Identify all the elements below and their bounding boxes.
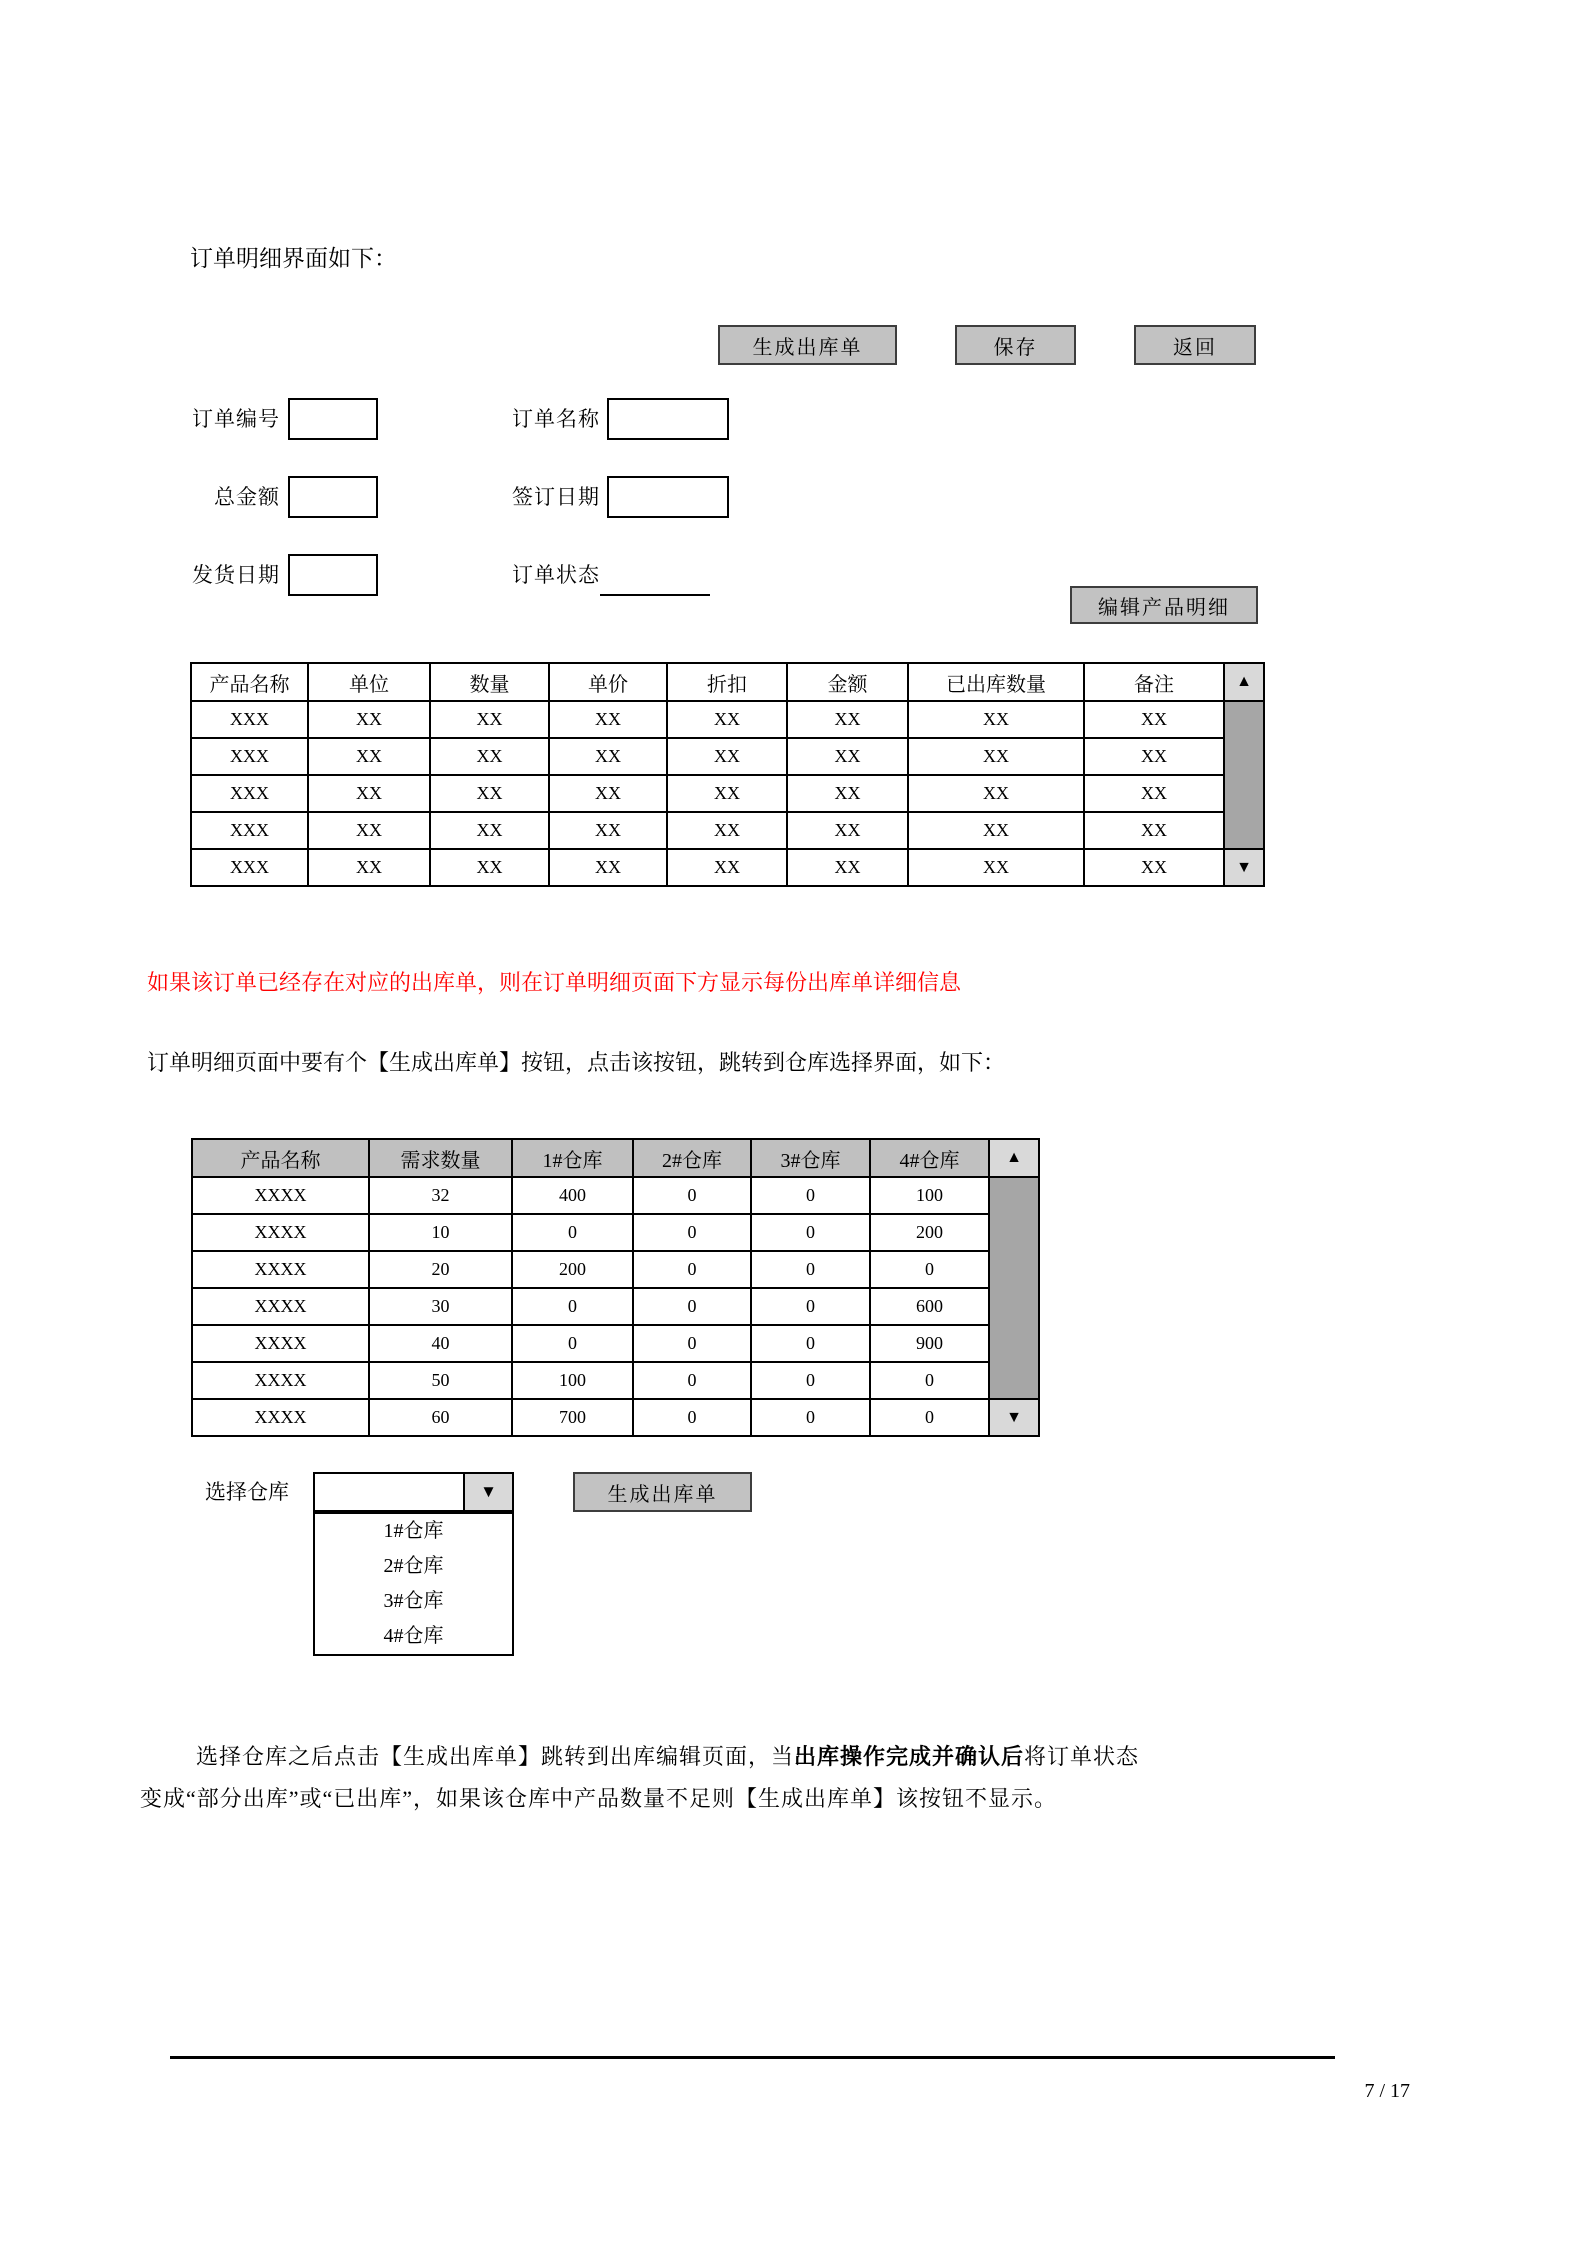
column-header: 产品名称 [191,663,308,701]
column-header: 1#仓库 [512,1139,633,1177]
table-cell: XX [908,849,1084,886]
paragraph-bold-text: 出库操作完成并确认后 [794,1744,1025,1769]
table-cell: XX [667,775,787,812]
table-cell: 0 [870,1251,989,1288]
table-cell: XX [308,738,430,775]
paragraph-text: 将订单状态 [1024,1744,1140,1769]
table-cell: XX [667,701,787,738]
table-cell: XX [430,849,549,886]
table-cell: 0 [512,1325,633,1362]
table-cell: XX [787,738,908,775]
table-row [191,738,1264,775]
table-cell: XX [549,812,667,849]
table-cell: XX [430,775,549,812]
total-amount-label: 总金额 [214,485,280,509]
table-cell: XXX [191,738,308,775]
back-button[interactable]: 返回 [1134,325,1256,365]
table-cell: XXXX [192,1214,369,1251]
table-cell: 0 [633,1362,751,1399]
sign-date-label: 签订日期 [512,485,600,509]
table-cell: XX [787,775,908,812]
table-cell: 0 [870,1362,989,1399]
table-cell: XX [787,812,908,849]
closing-paragraph-line1 [140,1740,1139,1771]
header-row [192,1139,1039,1177]
column-header: 3#仓库 [751,1139,870,1177]
save-button[interactable]: 保存 [955,325,1076,365]
table-cell: 32 [369,1177,512,1214]
table-cell: 200 [512,1251,633,1288]
table-cell: 0 [633,1399,751,1436]
order-no-label: 订单编号 [192,407,280,431]
warehouse-select[interactable] [313,1472,514,1512]
dropdown-arrow-icon[interactable]: ▼ [463,1474,512,1510]
table-cell: 40 [369,1325,512,1362]
warehouse-option[interactable]: 2#仓库 [383,1555,444,1577]
generate-outbound-button-2[interactable]: 生成出库单 [573,1472,752,1512]
table-cell: XX [308,775,430,812]
table-row [192,1288,1039,1325]
table-cell: XX [1084,701,1224,738]
table-cell: 700 [512,1399,633,1436]
table-cell: XX [1084,738,1224,775]
table-cell: 0 [512,1288,633,1325]
page-number: 7 / 17 [1364,2080,1410,2102]
warehouse-table [191,1138,1040,1437]
table-cell: 0 [633,1177,751,1214]
footer-divider [170,2056,1335,2059]
order-status-value [600,554,710,596]
table-row [191,812,1264,849]
table-cell: XXXX [192,1362,369,1399]
table-row [191,849,1264,886]
intro-text: 订单明细界面如下： [190,246,397,271]
warning-note: 如果该订单已经存在对应的出库单，则在订单明细页面下方显示每份出库单详细信息 [147,970,962,995]
table-cell: XX [667,738,787,775]
scroll-down-icon[interactable]: ▼ [989,1399,1039,1436]
order-name-label: 订单名称 [512,407,600,431]
table-cell: XXXX [192,1325,369,1362]
table-cell: 0 [751,1399,870,1436]
table-cell: XX [908,775,1084,812]
table-cell: XX [667,812,787,849]
column-header: 折扣 [667,663,787,701]
table-cell: XX [430,738,549,775]
closing-paragraph-line2: 变成“部分出库”或“已出库”，如果该仓库中产品数量不足则【生成出库单】该按钮不显示。 [140,1786,1058,1811]
column-header: 需求数量 [369,1139,512,1177]
table-cell: XX [1084,775,1224,812]
table-cell: XX [908,738,1084,775]
column-header: 单位 [308,663,430,701]
edit-product-detail-button[interactable]: 编辑产品明细 [1070,586,1258,624]
column-header: 已出库数量 [908,663,1084,701]
scroll-up-icon[interactable]: ▲ [989,1139,1039,1177]
table-cell: XX [1084,849,1224,886]
table-cell: 0 [633,1288,751,1325]
table-row [192,1399,1039,1436]
column-header: 产品名称 [192,1139,369,1177]
table-row [192,1251,1039,1288]
order-name-field[interactable] [607,398,729,440]
table-cell: 50 [369,1362,512,1399]
table-cell: XX [549,849,667,886]
table-cell: 0 [870,1399,989,1436]
warehouse-option-list [313,1512,514,1656]
table-row [192,1214,1039,1251]
table-cell: XX [908,812,1084,849]
table-cell: 0 [751,1214,870,1251]
table-cell: 100 [870,1177,989,1214]
table-row [191,775,1264,812]
table-cell: XX [549,701,667,738]
table-cell: XX [787,701,908,738]
ship-date-label: 发货日期 [192,563,280,587]
scrollbar-track[interactable] [1224,701,1264,849]
warehouse-option[interactable]: 1#仓库 [383,1520,444,1542]
table-cell: XXXX [192,1288,369,1325]
table-cell: XXX [191,849,308,886]
table-cell: 600 [870,1288,989,1325]
sign-date-field[interactable] [607,476,729,518]
warehouse-option[interactable]: 4#仓库 [383,1625,444,1647]
table-cell: 0 [633,1251,751,1288]
table-cell: 900 [870,1325,989,1362]
table-cell: 200 [870,1214,989,1251]
scroll-up-icon[interactable]: ▲ [1224,663,1264,701]
table-cell: XXXX [192,1177,369,1214]
table-row [192,1325,1039,1362]
table-cell: XXXX [192,1399,369,1436]
table-cell: 0 [751,1177,870,1214]
column-header: 2#仓库 [633,1139,751,1177]
table-cell: XX [308,701,430,738]
total-amount-field[interactable] [288,476,378,518]
table-cell: 0 [751,1288,870,1325]
header-row [191,663,1264,701]
table-cell: XX [308,812,430,849]
order-no-field[interactable] [288,398,378,440]
table-cell: 0 [751,1362,870,1399]
table-cell: XX [430,812,549,849]
scroll-down-icon[interactable]: ▼ [1224,849,1264,886]
column-header: 数量 [430,663,549,701]
table-cell: 10 [369,1214,512,1251]
table-cell: XX [908,701,1084,738]
table-cell: 0 [751,1251,870,1288]
table-cell: XX [308,849,430,886]
table-cell: 30 [369,1288,512,1325]
table-cell: XX [667,849,787,886]
table-row [192,1177,1039,1214]
instruction-note: 订单明细页面中要有个【生成出库单】按钮，点击该按钮，跳转到仓库选择界面，如下： [147,1050,1006,1075]
product-table [190,662,1265,887]
warehouse-select-value[interactable] [315,1474,463,1510]
table-cell: XXX [191,775,308,812]
generate-outbound-button[interactable]: 生成出库单 [718,325,897,365]
table-cell: 400 [512,1177,633,1214]
table-cell: XXX [191,812,308,849]
table-cell: XX [787,849,908,886]
column-header: 金额 [787,663,908,701]
table-cell: XX [1084,812,1224,849]
table-cell: 20 [369,1251,512,1288]
table-cell: 60 [369,1399,512,1436]
table-cell: 100 [512,1362,633,1399]
table-cell: XXX [191,701,308,738]
table-cell: XXXX [192,1251,369,1288]
column-header: 4#仓库 [870,1139,989,1177]
column-header: 备注 [1084,663,1224,701]
column-header: 单价 [549,663,667,701]
table-row [192,1362,1039,1399]
table-cell: XX [549,738,667,775]
table-cell: XX [430,701,549,738]
table-cell: XX [549,775,667,812]
table-row [191,701,1264,738]
warehouse-option[interactable]: 3#仓库 [383,1590,444,1612]
scrollbar-track[interactable] [989,1177,1039,1399]
table-cell: 0 [633,1214,751,1251]
select-warehouse-label: 选择仓库 [205,1480,289,1504]
table-cell: 0 [751,1325,870,1362]
order-status-label: 订单状态 [512,563,600,587]
paragraph-text: 选择仓库之后点击【生成出库单】跳转到出库编辑页面，当 [196,1744,795,1769]
ship-date-field[interactable] [288,554,378,596]
table-cell: 0 [633,1325,751,1362]
table-cell: 0 [512,1214,633,1251]
